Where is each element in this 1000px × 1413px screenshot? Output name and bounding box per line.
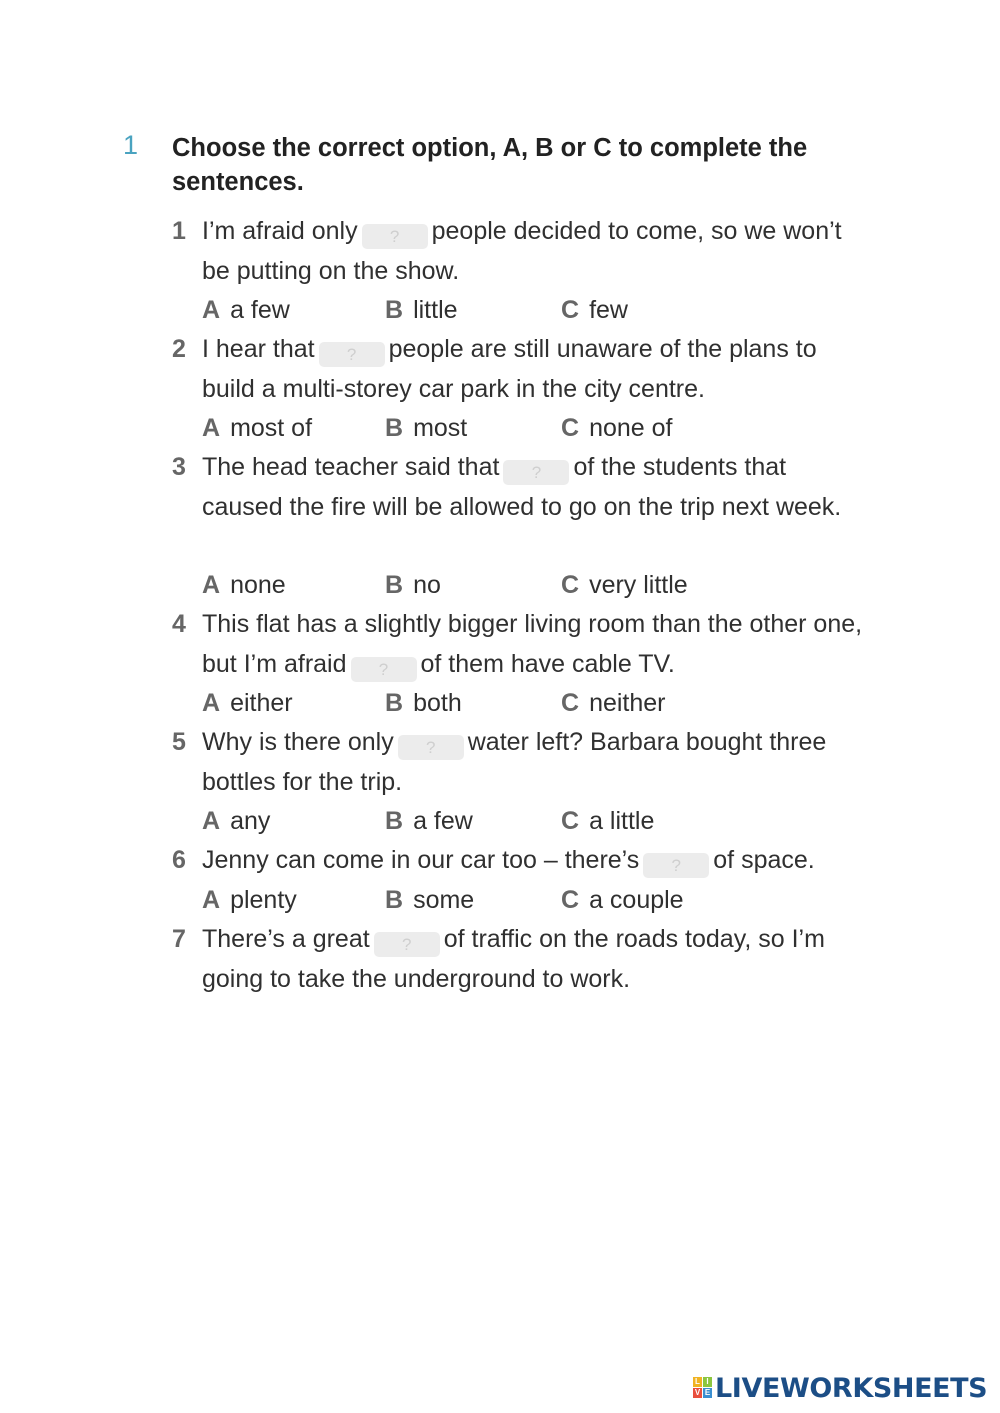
option-a: A any bbox=[202, 807, 271, 835]
question-text-after: water left? Barbara bought three bottles for the trip. bbox=[202, 728, 827, 796]
logo-icon-letter-l: L bbox=[693, 1377, 702, 1387]
option-a: A plenty bbox=[202, 886, 297, 914]
question-text bbox=[202, 212, 867, 291]
option-c: C few bbox=[561, 296, 628, 324]
question-text bbox=[202, 448, 867, 527]
question-text-before: Why is there only bbox=[202, 728, 394, 756]
question-number: 2 bbox=[172, 335, 186, 363]
logo-icon-letter-i: I bbox=[703, 1377, 712, 1387]
option-a: A none bbox=[202, 571, 286, 599]
option-b: B a few bbox=[385, 807, 473, 835]
question-number: 5 bbox=[172, 728, 186, 756]
question-number: 1 bbox=[172, 217, 186, 245]
liveworksheets-logo-text: LIVEWORKSHEETS bbox=[715, 1372, 988, 1404]
question-text-after: of space. bbox=[713, 846, 815, 874]
question-text-before: Jenny can come in our car too – there’s bbox=[202, 846, 640, 874]
question-number: 6 bbox=[172, 846, 186, 874]
question-text-before: There’s a great bbox=[202, 925, 370, 953]
liveworksheets-logo bbox=[693, 1373, 987, 1403]
question-text-after: of traffic on the roads today, so I’m going to take the underground to work. bbox=[202, 925, 825, 993]
option-b: B most bbox=[385, 414, 468, 442]
logo-icon-letter-e: E bbox=[704, 1388, 711, 1397]
option-b: B little bbox=[385, 296, 458, 324]
option-c: C very little bbox=[561, 571, 688, 599]
question-text-after: of them have cable TV. bbox=[420, 649, 675, 678]
question-text-after: people decided to come, so we won’t be putting on the show. bbox=[202, 217, 842, 285]
option-c: C none of bbox=[561, 414, 673, 442]
option-b: B some bbox=[385, 886, 475, 914]
question-text-before: The head teacher said that bbox=[202, 453, 500, 481]
option-a: A either bbox=[202, 689, 293, 717]
liveworksheets-logo-icon bbox=[693, 1377, 713, 1399]
answer-blank-3[interactable]: ? bbox=[503, 460, 569, 485]
answer-blank-1[interactable]: ? bbox=[362, 224, 428, 249]
question-number: 7 bbox=[172, 925, 186, 953]
option-c: C neither bbox=[561, 689, 666, 717]
logo-icon-letter-v: V bbox=[694, 1388, 701, 1397]
answer-blank-2[interactable]: ? bbox=[319, 342, 385, 367]
question-text-after: people are still unaware of the plans to build a multi-storey car park in the city centre. bbox=[202, 335, 817, 403]
question-text-before: This flat has a slightly bigger living room than the other one, but I’m afraid bbox=[202, 610, 863, 678]
option-b: B no bbox=[385, 571, 441, 599]
question-text-after: of the students that caused the fire will be allowed to go on the trip next week. bbox=[202, 453, 842, 521]
question-number: 4 bbox=[172, 610, 186, 638]
option-a: A most of bbox=[202, 414, 313, 442]
question-text-before: I’m afraid only bbox=[202, 217, 358, 245]
answer-blank-5[interactable]: ? bbox=[398, 735, 464, 760]
answer-blank-4[interactable]: ? bbox=[351, 657, 417, 682]
question-text bbox=[202, 841, 902, 881]
answer-blank-7[interactable]: ? bbox=[374, 932, 440, 957]
question-text bbox=[202, 330, 867, 409]
option-c: C a little bbox=[561, 807, 655, 835]
question-text-before: I hear that bbox=[202, 335, 315, 363]
exercise-number: 1 bbox=[123, 130, 139, 160]
question-text bbox=[202, 723, 867, 802]
question-text bbox=[202, 605, 867, 684]
question-text bbox=[202, 920, 867, 999]
option-a: A a few bbox=[202, 296, 290, 324]
question-number: 3 bbox=[172, 453, 186, 481]
answer-blank-6[interactable]: ? bbox=[643, 853, 709, 878]
exercise-instruction: Choose the correct option, A, B or C to complete the sentences. bbox=[172, 134, 808, 196]
option-b: B both bbox=[385, 689, 462, 717]
option-c: C a couple bbox=[561, 886, 684, 914]
